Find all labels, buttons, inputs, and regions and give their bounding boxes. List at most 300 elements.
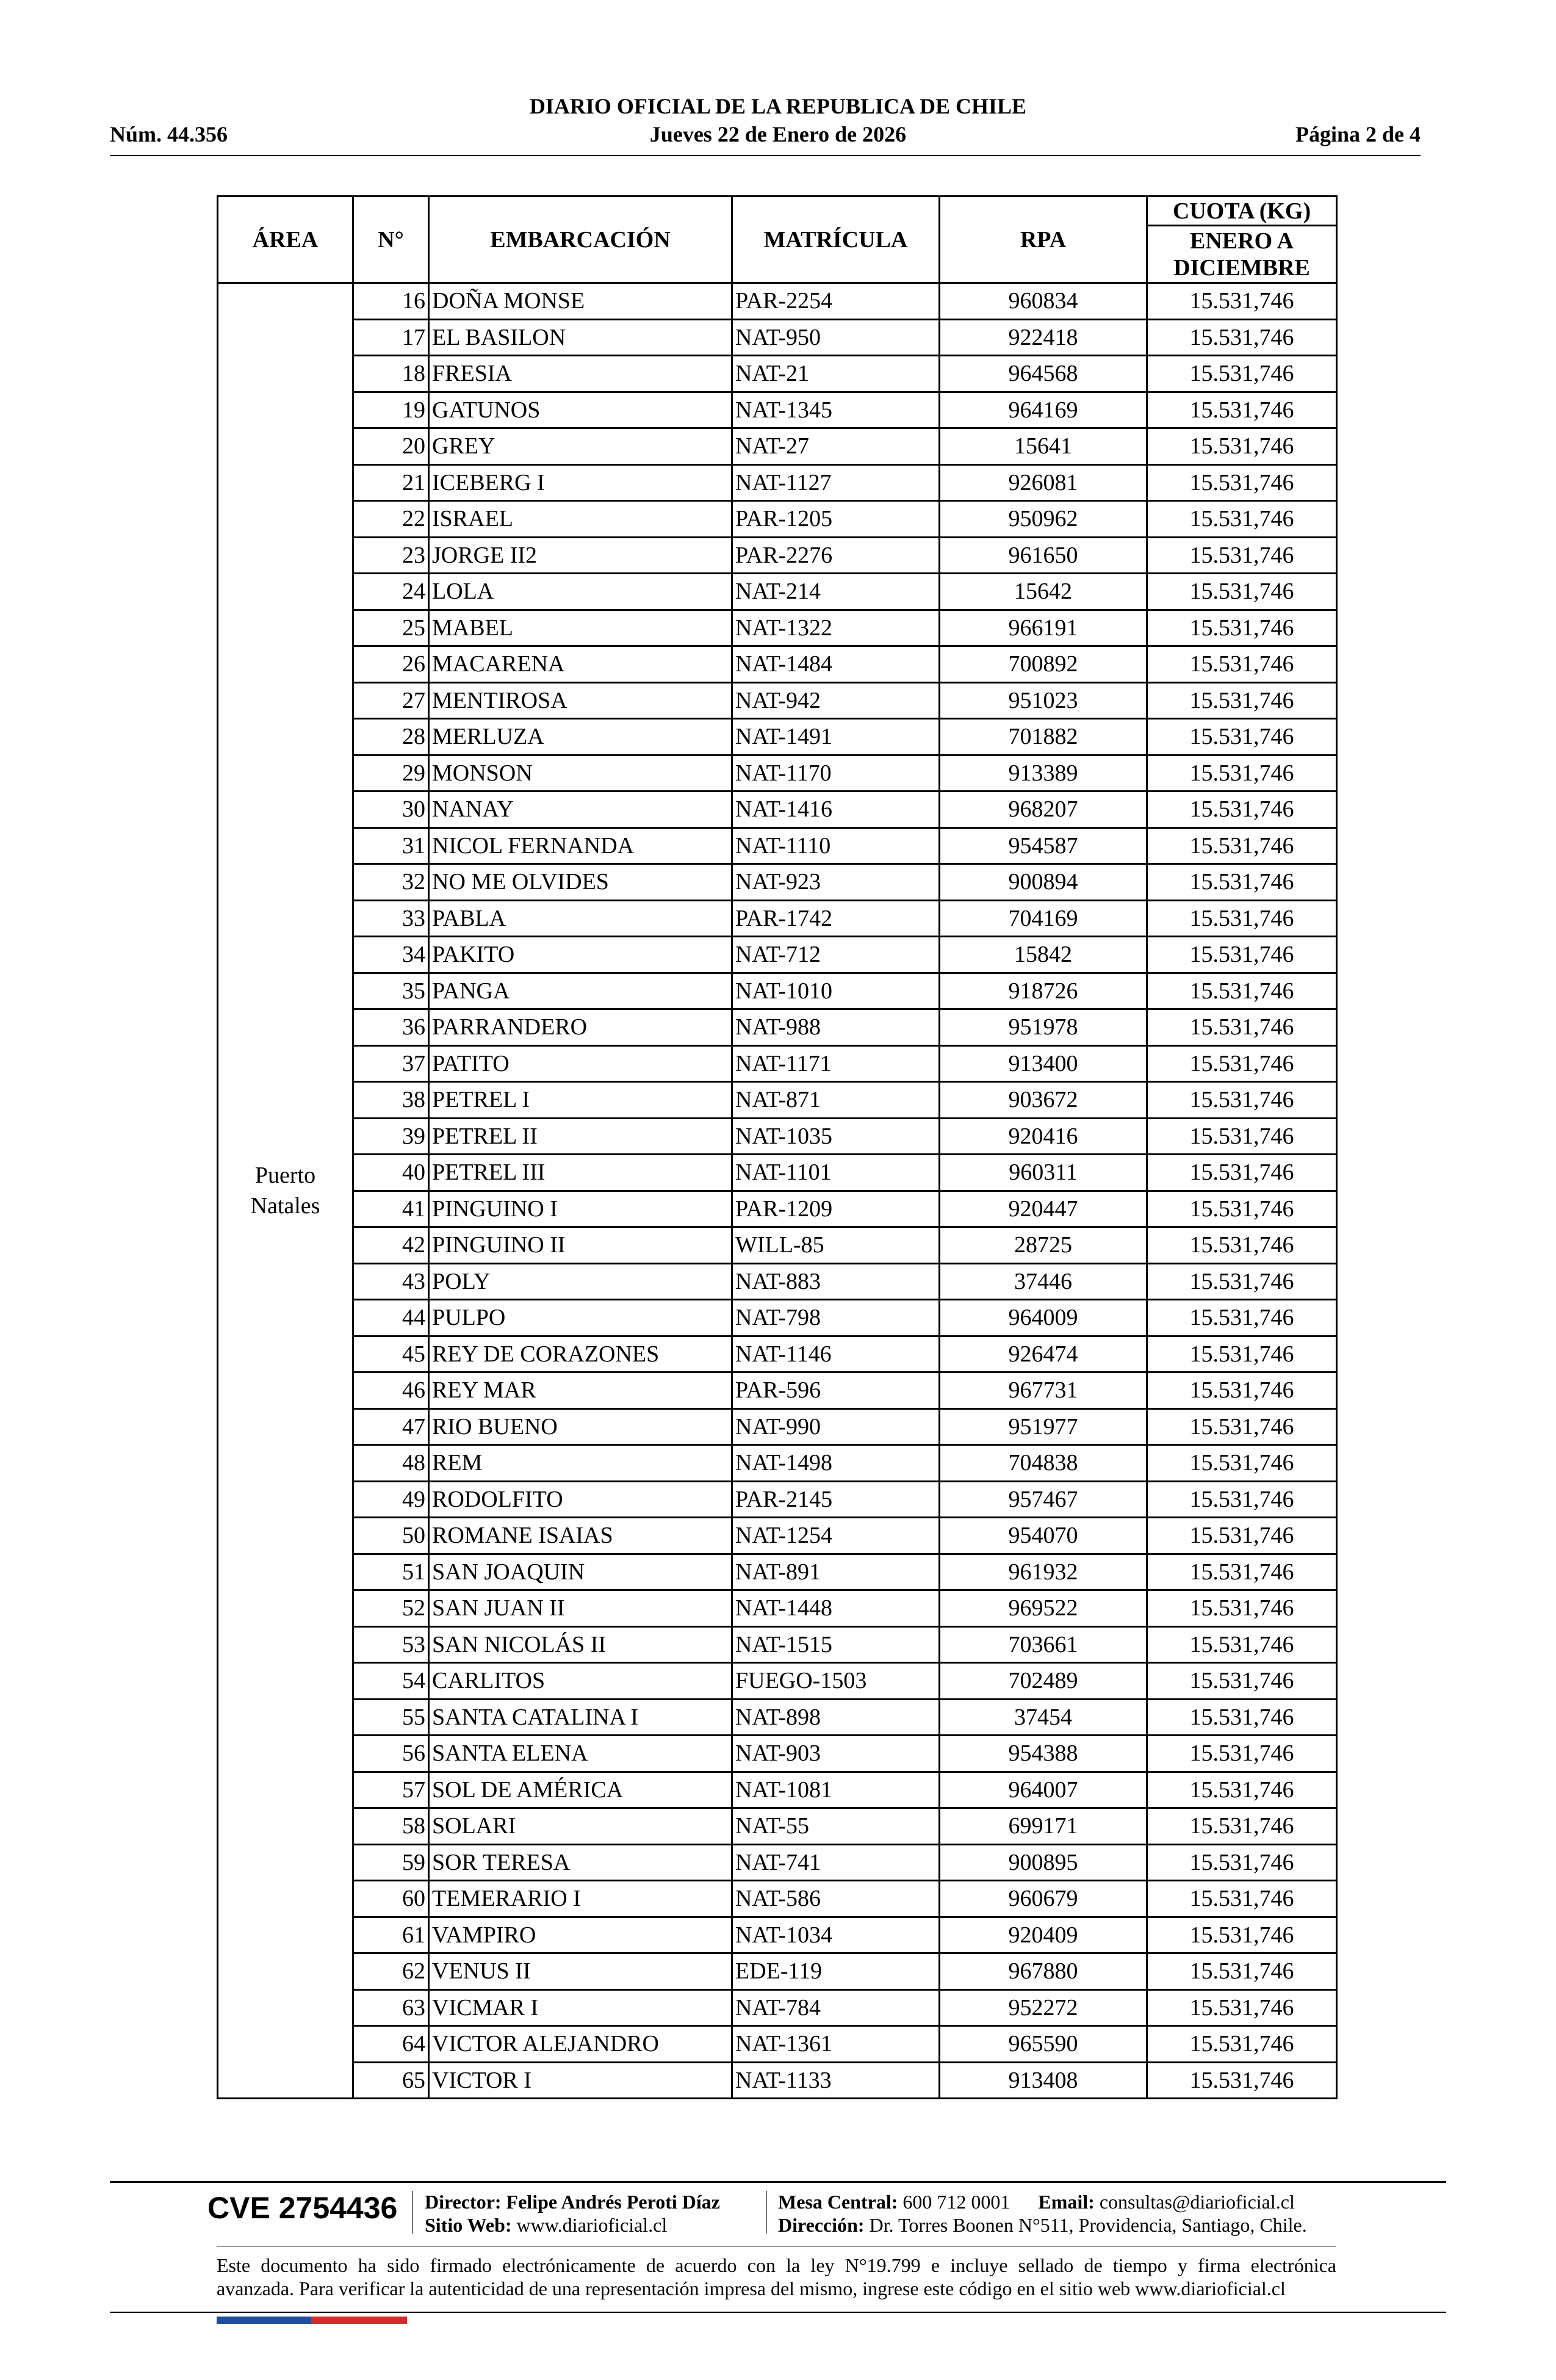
quota-value: 15.531,746 xyxy=(1147,1989,1337,2026)
table-row xyxy=(218,1844,1337,1881)
quota-value: 15.531,746 xyxy=(1147,1518,1337,1554)
row-number: 24 xyxy=(353,574,429,610)
row-number: 35 xyxy=(353,973,429,1009)
rpa-code: 966191 xyxy=(940,610,1147,646)
registration: NAT-214 xyxy=(732,574,940,610)
rpa-code: 15642 xyxy=(940,574,1147,610)
table-row xyxy=(218,1082,1337,1119)
row-number: 53 xyxy=(353,1626,429,1663)
rpa-code: 967880 xyxy=(940,1953,1147,1990)
rpa-code: 954587 xyxy=(940,828,1147,864)
rpa-code: 965590 xyxy=(940,2026,1147,2063)
table-row xyxy=(218,1663,1337,1700)
rpa-code: 926474 xyxy=(940,1336,1147,1372)
registration: FUEGO-1503 xyxy=(732,1663,940,1700)
rpa-code: 702489 xyxy=(940,1663,1147,1700)
quota-value: 15.531,746 xyxy=(1147,1699,1337,1736)
table-row xyxy=(218,900,1337,937)
vessel-name: SAN NICOLÁS II xyxy=(429,1626,732,1663)
vessel-name: PULPO xyxy=(429,1300,732,1336)
registration: NAT-21 xyxy=(732,356,940,392)
registration: NAT-942 xyxy=(732,682,940,719)
registration: NAT-883 xyxy=(732,1263,940,1300)
row-number: 20 xyxy=(353,428,429,465)
table-row xyxy=(218,937,1337,973)
quota-value: 15.531,746 xyxy=(1147,319,1337,356)
vessel-name: PAKITO xyxy=(429,937,732,973)
quota-value: 15.531,746 xyxy=(1147,610,1337,646)
rpa-code: 961932 xyxy=(940,1554,1147,1590)
vessel-name: SANTA ELENA xyxy=(429,1736,732,1772)
vessel-name: NO ME OLVIDES xyxy=(429,864,732,901)
vessel-name: RIO BUENO xyxy=(429,1408,732,1445)
quota-value: 15.531,746 xyxy=(1147,2062,1337,2099)
registration: NAT-898 xyxy=(732,1699,940,1736)
vessel-name: ICEBERG I xyxy=(429,464,732,501)
table-row xyxy=(218,1481,1337,1518)
footer-rule-mid xyxy=(217,2246,1336,2247)
row-number: 29 xyxy=(353,755,429,792)
registration: NAT-1345 xyxy=(732,392,940,428)
vessel-name: POLY xyxy=(429,1263,732,1300)
vessel-name: LOLA xyxy=(429,574,732,610)
vessel-name: MENTIROSA xyxy=(429,682,732,719)
col-header-embarcacion: EMBARCACIÓN xyxy=(429,197,732,283)
row-number: 59 xyxy=(353,1844,429,1881)
vessel-name: JORGE II2 xyxy=(429,537,732,574)
vessel-name: REY MAR xyxy=(429,1372,732,1409)
rpa-code: 964568 xyxy=(940,356,1147,392)
table-row xyxy=(218,1590,1337,1627)
row-number: 19 xyxy=(353,392,429,428)
table-row xyxy=(218,1445,1337,1482)
registration: PAR-596 xyxy=(732,1372,940,1409)
table-row xyxy=(218,1989,1337,2026)
mesa-label: Mesa Central: xyxy=(778,2191,898,2213)
row-number: 37 xyxy=(353,1045,429,1082)
table-row xyxy=(218,1155,1337,1191)
rpa-code: 954070 xyxy=(940,1518,1147,1554)
table-row xyxy=(218,1408,1337,1445)
vessel-name: GREY xyxy=(429,428,732,465)
vessel-name: VICMAR I xyxy=(429,1989,732,2026)
row-number: 42 xyxy=(353,1227,429,1264)
direccion-label: Dirección: xyxy=(778,2214,865,2236)
registration: PAR-1209 xyxy=(732,1191,940,1227)
rpa-code: 951977 xyxy=(940,1408,1147,1445)
page-indicator: Página 2 de 4 xyxy=(1295,122,1421,146)
quota-value: 15.531,746 xyxy=(1147,973,1337,1009)
vessel-name: EL BASILON xyxy=(429,319,732,356)
table-row xyxy=(218,864,1337,901)
rpa-code: 920416 xyxy=(940,1118,1147,1155)
vessel-name: NANAY xyxy=(429,792,732,828)
registration: NAT-27 xyxy=(732,428,940,465)
vessel-name: PINGUINO I xyxy=(429,1191,732,1227)
rpa-code: 28725 xyxy=(940,1227,1147,1264)
quota-value: 15.531,746 xyxy=(1147,937,1337,973)
table-row xyxy=(218,1191,1337,1227)
registration: NAT-1010 xyxy=(732,973,940,1009)
registration: NAT-990 xyxy=(732,1408,940,1445)
quota-value: 15.531,746 xyxy=(1147,864,1337,901)
vessel-name: VICTOR I xyxy=(429,2062,732,2099)
quota-value: 15.531,746 xyxy=(1147,1844,1337,1881)
footer-web-line xyxy=(425,2213,667,2237)
registration: NAT-1361 xyxy=(732,2026,940,2063)
registration: NAT-741 xyxy=(732,1844,940,1881)
vessel-name: PARRANDERO xyxy=(429,1009,732,1046)
table-row xyxy=(218,1045,1337,1082)
vessel-name: RODOLFITO xyxy=(429,1481,732,1518)
newspaper-title: DIARIO OFICIAL DE LA REPUBLICA DE CHILE xyxy=(529,94,1027,118)
registration: NAT-1515 xyxy=(732,1626,940,1663)
quota-value: 15.531,746 xyxy=(1147,828,1337,864)
col-header-cuota: CUOTA (KG) xyxy=(1147,197,1337,226)
rpa-code: 700892 xyxy=(940,646,1147,683)
table-row xyxy=(218,392,1337,428)
row-number: 28 xyxy=(353,719,429,755)
quota-value: 15.531,746 xyxy=(1147,1772,1337,1808)
rpa-code: 950962 xyxy=(940,501,1147,538)
row-number: 61 xyxy=(353,1917,429,1953)
quota-value: 15.531,746 xyxy=(1147,1590,1337,1627)
vessel-name: MERLUZA xyxy=(429,719,732,755)
row-number: 23 xyxy=(353,537,429,574)
rpa-code: 903672 xyxy=(940,1082,1147,1119)
vessel-name: NICOL FERNANDA xyxy=(429,828,732,864)
row-number: 57 xyxy=(353,1772,429,1808)
rpa-code: 37454 xyxy=(940,1699,1147,1736)
table-row xyxy=(218,1699,1337,1736)
rpa-code: 703661 xyxy=(940,1626,1147,1663)
director-name: Felipe Andrés Peroti Díaz xyxy=(506,2191,720,2213)
rpa-code: 913408 xyxy=(940,2062,1147,2099)
rpa-code: 952272 xyxy=(940,1989,1147,2026)
registration: NAT-1127 xyxy=(732,464,940,501)
row-number: 50 xyxy=(353,1518,429,1554)
rpa-code: 15842 xyxy=(940,937,1147,973)
rpa-code: 913389 xyxy=(940,755,1147,792)
rpa-code: 701882 xyxy=(940,719,1147,755)
vessel-name: PETREL II xyxy=(429,1118,732,1155)
quota-value: 15.531,746 xyxy=(1147,1336,1337,1372)
registration: NAT-1448 xyxy=(732,1590,940,1627)
row-number: 43 xyxy=(353,1263,429,1300)
registration: NAT-1146 xyxy=(732,1336,940,1372)
vessel-name: SOLARI xyxy=(429,1808,732,1845)
row-number: 33 xyxy=(353,900,429,937)
rpa-code: 961650 xyxy=(940,537,1147,574)
quota-value: 15.531,746 xyxy=(1147,682,1337,719)
table-row xyxy=(218,501,1337,538)
vessel-name: ISRAEL xyxy=(429,501,732,538)
quota-value: 15.531,746 xyxy=(1147,537,1337,574)
rpa-code: 964169 xyxy=(940,392,1147,428)
table-row xyxy=(218,1372,1337,1409)
registration: EDE-119 xyxy=(732,1953,940,1990)
cve-code: CVE 2754436 xyxy=(207,2191,398,2225)
rpa-code: 704169 xyxy=(940,900,1147,937)
registration: NAT-55 xyxy=(732,1808,940,1845)
registration: NAT-586 xyxy=(732,1881,940,1917)
row-number: 63 xyxy=(353,1989,429,2026)
table-row xyxy=(218,828,1337,864)
quota-value: 15.531,746 xyxy=(1147,1155,1337,1191)
table-row xyxy=(218,1953,1337,1990)
quota-value: 15.531,746 xyxy=(1147,464,1337,501)
registration: NAT-1110 xyxy=(732,828,940,864)
col-header-rpa: RPA xyxy=(940,197,1147,283)
quota-value: 15.531,746 xyxy=(1147,574,1337,610)
footer-rule-bottom xyxy=(110,2312,1446,2313)
direccion-value: Dr. Torres Boonen N°511, Providencia, Santiago, Chile. xyxy=(869,2214,1307,2236)
quota-value: 15.531,746 xyxy=(1147,1953,1337,1990)
quota-value: 15.531,746 xyxy=(1147,1045,1337,1082)
row-number: 52 xyxy=(353,1590,429,1627)
quota-value: 15.531,746 xyxy=(1147,755,1337,792)
registration: NAT-1322 xyxy=(732,610,940,646)
quota-value: 15.531,746 xyxy=(1147,392,1337,428)
vessel-name: FRESIA xyxy=(429,356,732,392)
rpa-code: 969522 xyxy=(940,1590,1147,1627)
quota-value: 15.531,746 xyxy=(1147,1300,1337,1336)
row-number: 27 xyxy=(353,682,429,719)
registration: NAT-1171 xyxy=(732,1045,940,1082)
col-header-num: N° xyxy=(353,197,429,283)
vessel-name: VAMPIRO xyxy=(429,1917,732,1953)
quota-value: 15.531,746 xyxy=(1147,428,1337,465)
quota-value: 15.531,746 xyxy=(1147,1009,1337,1046)
rpa-code: 699171 xyxy=(940,1808,1147,1845)
row-number: 64 xyxy=(353,2026,429,2063)
row-number: 41 xyxy=(353,1191,429,1227)
table-row xyxy=(218,2026,1337,2063)
rpa-code: 920447 xyxy=(940,1191,1147,1227)
table-row xyxy=(218,1626,1337,1663)
row-number: 30 xyxy=(353,792,429,828)
quota-value: 15.531,746 xyxy=(1147,1481,1337,1518)
rpa-code: 918726 xyxy=(940,973,1147,1009)
rpa-code: 922418 xyxy=(940,319,1147,356)
rpa-code: 960311 xyxy=(940,1155,1147,1191)
registration: NAT-1133 xyxy=(732,2062,940,2099)
quota-value: 15.531,746 xyxy=(1147,1445,1337,1482)
rpa-code: 704838 xyxy=(940,1445,1147,1482)
rpa-code: 37446 xyxy=(940,1263,1147,1300)
issue-date: Jueves 22 de Enero de 2026 xyxy=(649,122,907,146)
row-number: 21 xyxy=(353,464,429,501)
table-row xyxy=(218,1808,1337,1845)
vessel-name: GATUNOS xyxy=(429,392,732,428)
col-header-area: ÁREA xyxy=(218,197,353,283)
row-number: 25 xyxy=(353,610,429,646)
table-row xyxy=(218,646,1337,683)
footer-director-line xyxy=(425,2190,720,2213)
quota-value: 15.531,746 xyxy=(1147,1191,1337,1227)
row-number: 36 xyxy=(353,1009,429,1046)
quota-value: 15.531,746 xyxy=(1147,792,1337,828)
row-number: 31 xyxy=(353,828,429,864)
rpa-code: 926081 xyxy=(940,464,1147,501)
vessel-name: MACARENA xyxy=(429,646,732,683)
row-number: 51 xyxy=(353,1554,429,1590)
table-row xyxy=(218,719,1337,755)
row-number: 45 xyxy=(353,1336,429,1372)
registration: WILL-85 xyxy=(732,1227,940,1264)
web-link[interactable]: www.diarioficial.cl xyxy=(516,2214,668,2236)
vessel-name: MONSON xyxy=(429,755,732,792)
vessel-name: SANTA CATALINA I xyxy=(429,1699,732,1736)
vessel-name: SAN JUAN II xyxy=(429,1590,732,1627)
table-row xyxy=(218,792,1337,828)
row-number: 55 xyxy=(353,1699,429,1736)
vessel-name: MABEL xyxy=(429,610,732,646)
row-number: 60 xyxy=(353,1881,429,1917)
col-header-matricula: MATRÍCULA xyxy=(732,197,940,283)
mesa-phone: 600 712 0001 xyxy=(902,2191,1010,2213)
table-row xyxy=(218,428,1337,465)
registration: NAT-891 xyxy=(732,1554,940,1590)
table-row xyxy=(218,1336,1337,1372)
table-row xyxy=(218,973,1337,1009)
table-row xyxy=(218,1227,1337,1264)
quota-value: 15.531,746 xyxy=(1147,1808,1337,1845)
row-number: 38 xyxy=(353,1082,429,1119)
quota-value: 15.531,746 xyxy=(1147,1408,1337,1445)
table-row xyxy=(218,574,1337,610)
quota-value: 15.531,746 xyxy=(1147,719,1337,755)
col-header-cuota-period: ENERO A DICIEMBRE xyxy=(1147,226,1337,283)
row-number: 32 xyxy=(353,864,429,901)
table-row xyxy=(218,682,1337,719)
quota-value: 15.531,746 xyxy=(1147,646,1337,683)
footer-address-line xyxy=(778,2213,1307,2237)
registration: NAT-798 xyxy=(732,1300,940,1336)
table-row xyxy=(218,1772,1337,1808)
table-row xyxy=(218,1300,1337,1336)
row-number: 48 xyxy=(353,1445,429,1482)
quota-value: 15.531,746 xyxy=(1147,501,1337,538)
row-number: 40 xyxy=(353,1155,429,1191)
table-row xyxy=(218,319,1337,356)
rpa-code: 900894 xyxy=(940,864,1147,901)
vessel-name: PATITO xyxy=(429,1045,732,1082)
registration: NAT-1498 xyxy=(732,1445,940,1482)
quota-value: 15.531,746 xyxy=(1147,1917,1337,1953)
table-row xyxy=(218,1263,1337,1300)
table-row xyxy=(218,1881,1337,1917)
flag-bar-red xyxy=(311,2317,407,2324)
registration: NAT-1484 xyxy=(732,646,940,683)
vessel-name: ROMANE ISAIAS xyxy=(429,1518,732,1554)
registration: NAT-1491 xyxy=(732,719,940,755)
footer-rule-top xyxy=(110,2181,1446,2183)
table-row xyxy=(218,1118,1337,1155)
quota-value: 15.531,746 xyxy=(1147,1554,1337,1590)
quota-value: 15.531,746 xyxy=(1147,1118,1337,1155)
registration: PAR-2254 xyxy=(732,283,940,320)
quota-value: 15.531,746 xyxy=(1147,1372,1337,1409)
quota-table xyxy=(217,195,1338,2099)
registration: NAT-712 xyxy=(732,937,940,973)
vessel-name: PANGA xyxy=(429,973,732,1009)
table-row xyxy=(218,356,1337,392)
table-row xyxy=(218,1917,1337,1953)
registration: NAT-1034 xyxy=(732,1917,940,1953)
row-number: 26 xyxy=(353,646,429,683)
quota-value: 15.531,746 xyxy=(1147,1082,1337,1119)
row-number: 54 xyxy=(353,1663,429,1700)
rpa-code: 900895 xyxy=(940,1844,1147,1881)
table-row xyxy=(218,464,1337,501)
row-number: 47 xyxy=(353,1408,429,1445)
vessel-name: SOL DE AMÉRICA xyxy=(429,1772,732,1808)
registration: PAR-1205 xyxy=(732,501,940,538)
rpa-code: 960679 xyxy=(940,1881,1147,1917)
vessel-name: VICTOR ALEJANDRO xyxy=(429,2026,732,2063)
rpa-code: 964009 xyxy=(940,1300,1147,1336)
quota-value: 15.531,746 xyxy=(1147,356,1337,392)
table-row xyxy=(218,1518,1337,1554)
row-number: 18 xyxy=(353,356,429,392)
row-number: 17 xyxy=(353,319,429,356)
rpa-code: 960834 xyxy=(940,283,1147,320)
table-row xyxy=(218,755,1337,792)
vessel-name: CARLITOS xyxy=(429,1663,732,1700)
vessel-name: REM xyxy=(429,1445,732,1482)
rpa-code: 920409 xyxy=(940,1917,1147,1953)
vessel-name: REY DE CORAZONES xyxy=(429,1336,732,1372)
legal-notice-line-2: avanzada. Para verificar la autenticidad de una representación impresa del mismo, ingrese este código en el sitio web www.diarioficial.cl xyxy=(217,2277,1286,2299)
registration: NAT-784 xyxy=(732,1989,940,2026)
row-number: 46 xyxy=(353,1372,429,1409)
row-number: 58 xyxy=(353,1808,429,1845)
flag-bar-blue xyxy=(217,2317,311,2324)
rpa-code: 951978 xyxy=(940,1009,1147,1046)
email-link[interactable]: consultas@diarioficial.cl xyxy=(1099,2191,1295,2213)
table-row xyxy=(218,2062,1337,2099)
quota-value: 15.531,746 xyxy=(1147,283,1337,320)
table-row xyxy=(218,1554,1337,1590)
rpa-code: 968207 xyxy=(940,792,1147,828)
rpa-code: 913400 xyxy=(940,1045,1147,1082)
table-row xyxy=(218,283,1337,320)
vessel-name: SAN JOAQUIN xyxy=(429,1554,732,1590)
vessel-name: PINGUINO II xyxy=(429,1227,732,1264)
vessel-name: PETREL I xyxy=(429,1082,732,1119)
registration: NAT-923 xyxy=(732,864,940,901)
row-number: 65 xyxy=(353,2062,429,2099)
rpa-code: 957467 xyxy=(940,1481,1147,1518)
header-rule xyxy=(110,155,1421,156)
table-body xyxy=(218,283,1337,2099)
quota-value: 15.531,746 xyxy=(1147,1736,1337,1772)
quota-value: 15.531,746 xyxy=(1147,2026,1337,2063)
registration: NAT-1081 xyxy=(732,1772,940,1808)
registration: NAT-1035 xyxy=(732,1118,940,1155)
issue-number: Núm. 44.356 xyxy=(110,122,228,146)
registration: NAT-1416 xyxy=(732,792,940,828)
row-number: 39 xyxy=(353,1118,429,1155)
quota-value: 15.531,746 xyxy=(1147,1263,1337,1300)
footer-contact-line xyxy=(778,2190,1295,2213)
row-number: 49 xyxy=(353,1481,429,1518)
registration: NAT-1254 xyxy=(732,1518,940,1554)
legal-notice-line-1: Este documento ha sido firmado electrónicamente de acuerdo con la ley N°19.799 e incluye sellado de tiempo y firma electrónica xyxy=(217,2254,1336,2276)
vessel-name: SOR TERESA xyxy=(429,1844,732,1881)
footer-separator xyxy=(766,2191,767,2234)
